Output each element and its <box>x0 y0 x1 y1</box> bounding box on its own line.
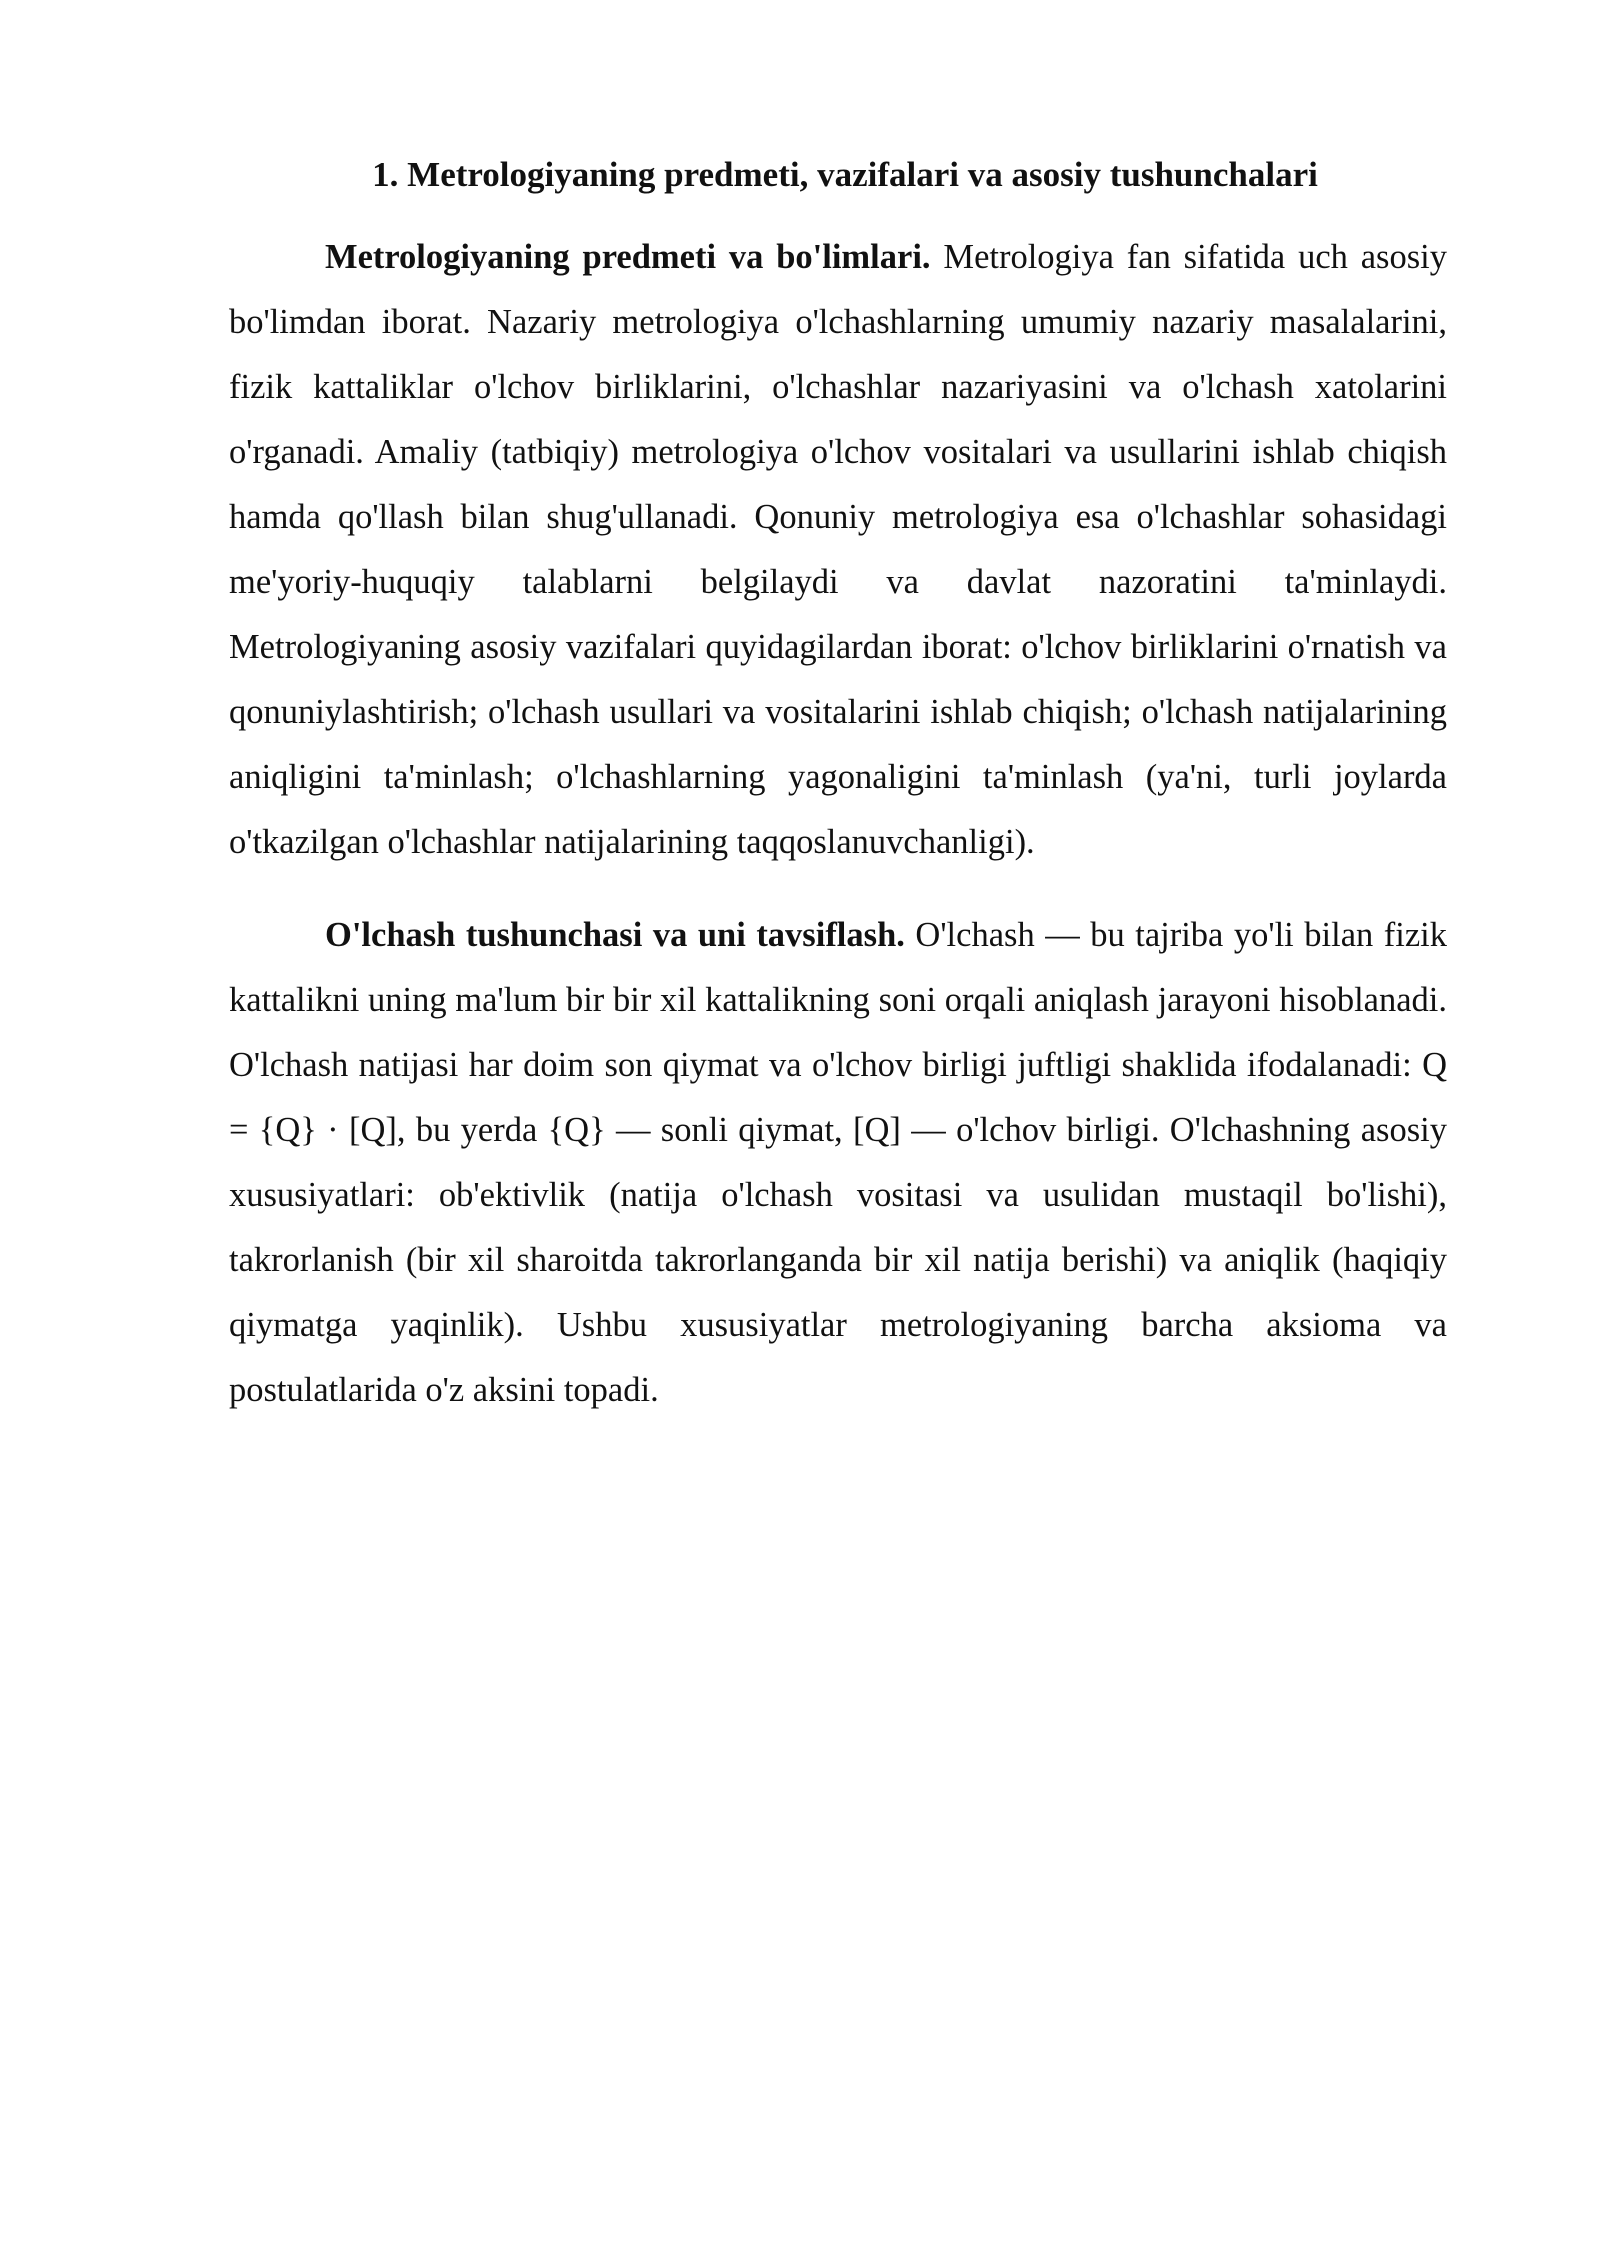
document-content <box>229 145 1447 1423</box>
paragraph-measurement-concept <box>229 903 1447 1423</box>
section-body-measurement: O'lchash — bu tajriba yo'li bilan fizik kattalikni uning ma'lum bir bir xil kattalikning soni orqali aniqlash jarayoni hisoblanadi. O'lchash natijasi har doim son qiymat va o'lchov birligi juftligi shaklida ifodalanadi: Q = {Q} · [Q], bu yerda {Q} — sonli qiymat, [Q] — o'lchov birligi. O'lchashning asosiy xususiyatlari: ob'ektivlik (natija o'lchash vositasi va usulidan mustaqil bo'lishi), takrorlanish (bir xil sharoitda takrorlanganda bir xil natija berishi) va aniqlik (haqiqiy qiymatga yaqinlik). Ushbu xususiyatlar metrologiyaning barcha aksioma va postulatlarida o'z aksini topadi. <box>229 916 1448 1409</box>
section-body-subject: Metrologiya fan sifatida uch asosiy bo'limdan iborat. Nazariy metrologiya o'lchashlarning umumiy nazariy masalalarini, fizik kattaliklar o'lchov birliklarini, o'lchashlar nazariyasini va o'lchash xatolarini o'rganadi. Amaliy (tatbiqiy) metrologiya o'lchov vositalari va usullarini ishlab chiqish hamda qo'llash bilan shug'ullanadi. Qonuniy metrologiya esa o'lchashlar sohasidagi me'yoriy-huquqiy talablarni belgilaydi va davlat nazoratini ta'minlaydi. Metrologiyaning asosiy vazifalari quyidagilardan iborat: o'lchov birliklarini o'rnatish va qonuniylashtirish; o'lchash usullari va vositalarini ishlab chiqish; o'lchash natijalarining aniqligini ta'minlash; o'lchashlarning yagonaligini ta'minlash (ya'ni, turli joylarda o'tkazilgan o'lchashlar natijalarining taqqoslanuvchanligi). <box>229 238 1447 861</box>
paragraph-subject-and-branches <box>229 225 1447 875</box>
document-title: 1. Metrologiyaning predmeti, vazifalari va asosiy tushunchalari <box>372 155 1318 194</box>
section-heading-subject: Metrologiyaning predmeti va bo'limlari. <box>325 238 931 276</box>
section-heading-measurement: O'lchash tushunchasi va uni tavsiflash. <box>325 916 905 954</box>
